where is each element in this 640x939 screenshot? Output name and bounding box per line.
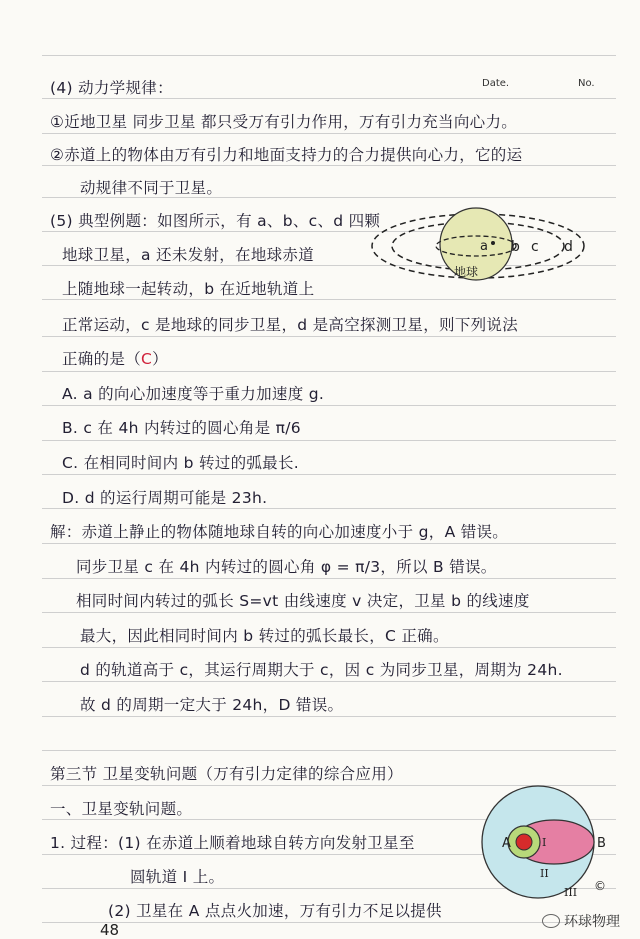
question-answer-line xyxy=(62,347,168,369)
text-line: ②赤道上的物体由万有引力和地面支持力的合力提供向心力，它的运 xyxy=(50,146,523,164)
solution-line: 解：赤道上静止的物体随地球自转的向心加速度小于 g，A 错误。 xyxy=(50,523,509,541)
orbit-1-label: I xyxy=(542,836,547,849)
label-d: d xyxy=(564,239,573,255)
page-number: 48 xyxy=(100,921,120,939)
section-title: 第三节 卫星变轨问题（万有引力定律的综合应用） xyxy=(50,765,403,783)
satellite-a xyxy=(491,241,495,245)
process-line: (2) 卫星在 A 点点火加速，万有引力不足以提供 xyxy=(108,902,442,920)
earth-label: 地球 xyxy=(454,265,479,279)
text-line: 动规律不同于卫星。 xyxy=(80,179,223,197)
point-b-label: B xyxy=(597,836,606,851)
solution-line: 最大，因此相同时间内 b 转过的弧长最长，C 正确。 xyxy=(80,627,449,645)
question-close: ） xyxy=(152,350,168,368)
process-line: 圆轨道 I 上。 xyxy=(130,868,225,886)
watermark-text: 环球物理 xyxy=(564,914,620,930)
wechat-icon xyxy=(542,914,560,928)
solution-line: 故 d 的周期一定大于 24h，D 错误。 xyxy=(80,696,344,714)
subsection-title: 一、卫星变轨问题。 xyxy=(50,800,193,818)
point-a-label: A xyxy=(502,836,511,851)
label-c: c xyxy=(531,239,539,255)
option-c: C. 在相同时间内 b 转过的弧最长. xyxy=(62,454,299,472)
label-b: b xyxy=(511,239,520,255)
solution-line: 相同时间内转过的弧长 S=vt 由线速度 v 决定，卫星 b 的线速度 xyxy=(76,592,530,610)
watermark xyxy=(542,911,620,931)
process-line: 1. 过程：(1) 在赤道上顺着地球自转方向发射卫星至 xyxy=(50,834,415,852)
text-line: 地球卫星，a 还未发射，在地球赤道 xyxy=(62,246,315,264)
example-heading: (5) 典型例题：如图所示，有 a、b、c、d 四颗 xyxy=(50,212,381,230)
satellite-orbit-figure xyxy=(368,206,588,296)
orbit-3-label: III xyxy=(564,886,578,899)
solution-line: d 的轨道高于 c，其运行周期大于 c，因 c 为同步卫星，周期为 24h. xyxy=(80,661,563,679)
answer-mark: C xyxy=(141,350,153,368)
note-mark: © xyxy=(594,879,606,893)
text-line: 上随地球一起转动，b 在近地轨道上 xyxy=(62,280,315,298)
question-prompt: 正确的是（ xyxy=(62,350,142,368)
orbit-transfer-figure xyxy=(478,782,618,902)
text-line: 正常运动，c 是地球的同步卫星，d 是高空探测卫星，则下列说法 xyxy=(62,316,519,334)
option-b: B. c 在 4h 内转过的圆心角是 π/6 xyxy=(62,419,301,437)
number-label: No. xyxy=(578,78,595,89)
solution-line: 同步卫星 c 在 4h 内转过的圆心角 φ = π/3，所以 B 错误。 xyxy=(76,558,497,576)
label-a: a xyxy=(480,239,488,254)
text-line: ①近地卫星 同步卫星 都只受万有引力作用，万有引力充当向心力。 xyxy=(50,113,518,131)
option-d: D. d 的运行周期可能是 23h. xyxy=(62,489,268,507)
section-heading-dynamics: (4) 动力学规律： xyxy=(50,79,173,97)
option-a: A. a 的向心加速度等于重力加速度 g. xyxy=(62,385,325,403)
earth-core-icon xyxy=(516,834,532,850)
orbit-2-label: II xyxy=(540,867,549,880)
date-label: Date. xyxy=(482,78,510,89)
